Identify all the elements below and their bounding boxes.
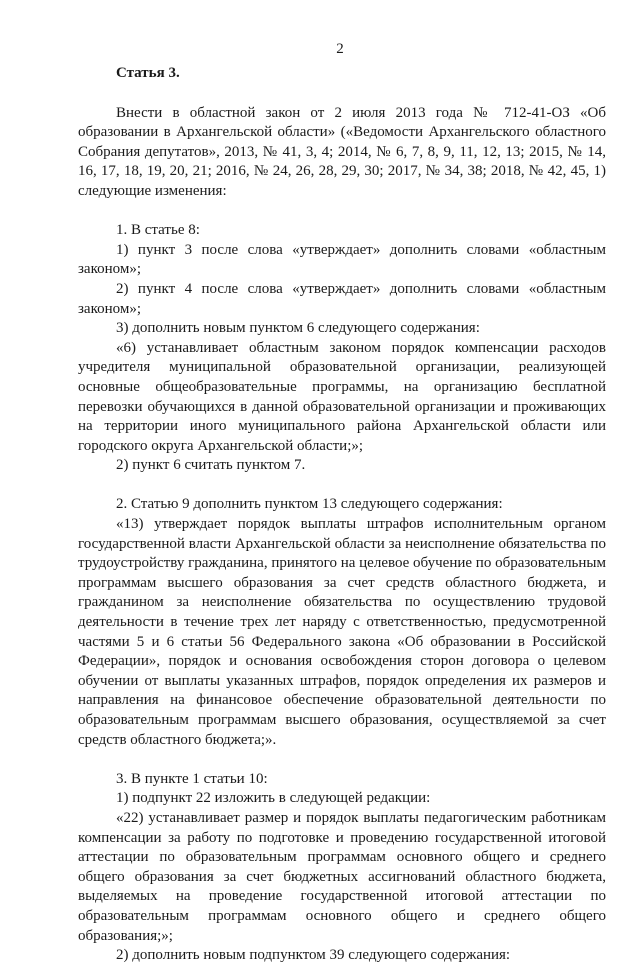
- paragraph: «13) утверждает порядок выплаты штрафов исполнительным органом государственной власти Архангельской области за неисполнение обязательства по трудоустройству гражданина, принятого на целевое обучение по образовательным программам высшего образования за счет средств областного бюджета, и гражданином за неисполнение обязательства по осуществлению трудовой деятельности в течение трех лет наряду с ответственностью, предусмотренной частями 5 и 6 статьи 56 Федерального закона «Об образовании в Российской Федерации», порядок и основания освобождения сторон договора о целевом обучении от выплаты указанных штрафов, порядок определения их размеров и направления на финансовое обеспечение образовательной деятельности по образовательным программам высшего образования, осуществляемой за счет средств областного бюджета;».: [78, 516, 606, 748]
- paragraph: 2) пункт 6 считать пунктом 7.: [116, 457, 306, 474]
- page-number: 2: [336, 41, 344, 57]
- paragraph-gap: [78, 202, 606, 222]
- article-title: Статья 3.: [116, 65, 180, 81]
- paragraph: 1. В статье 8:: [116, 222, 200, 239]
- paragraph-gap: [78, 750, 606, 770]
- paragraph: 2) дополнить новым подпунктом 39 следующего содержания:: [116, 947, 511, 964]
- paragraph-list: [78, 104, 606, 966]
- paragraph: 1) пункт 3 после слова «утверждает» дополнить словами «областным законом»;: [78, 241, 606, 278]
- paragraph: 1) подпункт 22 изложить в следующей редакции:: [116, 790, 431, 807]
- paragraph: Внести в областной закон от 2 июля 2013 года № 712-41-ОЗ «Об образовании в Архангельской области» («Ведомости Архангельского областного Собрания депутатов», 2013, № 41, 3, 4; 2014, № 6, 7, 8, 9, 11, 12, 13; 2015, № 14, 16, 17, 18, 19, 20, 21; 2016, № 24, 26, 28, 29, 30; 2017, № 34, 38; 2018, № 42, 45, 1) следующие изменения:: [78, 104, 606, 199]
- paragraph: 2) пункт 4 после слова «утверждает» дополнить словами «областным законом»;: [78, 280, 606, 317]
- paragraph-gap: [78, 476, 606, 496]
- paragraph: 3) дополнить новым пунктом 6 следующего содержания:: [116, 320, 480, 337]
- paragraph: «22) устанавливает размер и порядок выплаты педагогическим работникам компенсации за работу по подготовке и проведению государственной итоговой аттестации по образовательным программам основного общего и среднего общего образования за счет бюджетных ассигнований областного бюджета, выделяемых на проведение государственной итоговой аттестации по образовательным программам основного общего и среднего общего образования;»;: [78, 809, 606, 944]
- paragraph: 2. Статью 9 дополнить пунктом 13 следующего содержания:: [116, 496, 503, 513]
- paragraph: 3. В пункте 1 статьи 10:: [116, 770, 268, 787]
- paragraph: «6) устанавливает областным законом порядок компенсации расходов учредителя муниципальной образовательной организации, реализующей основные общеобразовательные программы, на организацию бесплатной перевозки обучающихся в данной образовательной организации и проживающих на территории иного муниципального района Архангельской области или городского округа Архангельской области;»;: [78, 339, 606, 454]
- document-body: [78, 64, 606, 966]
